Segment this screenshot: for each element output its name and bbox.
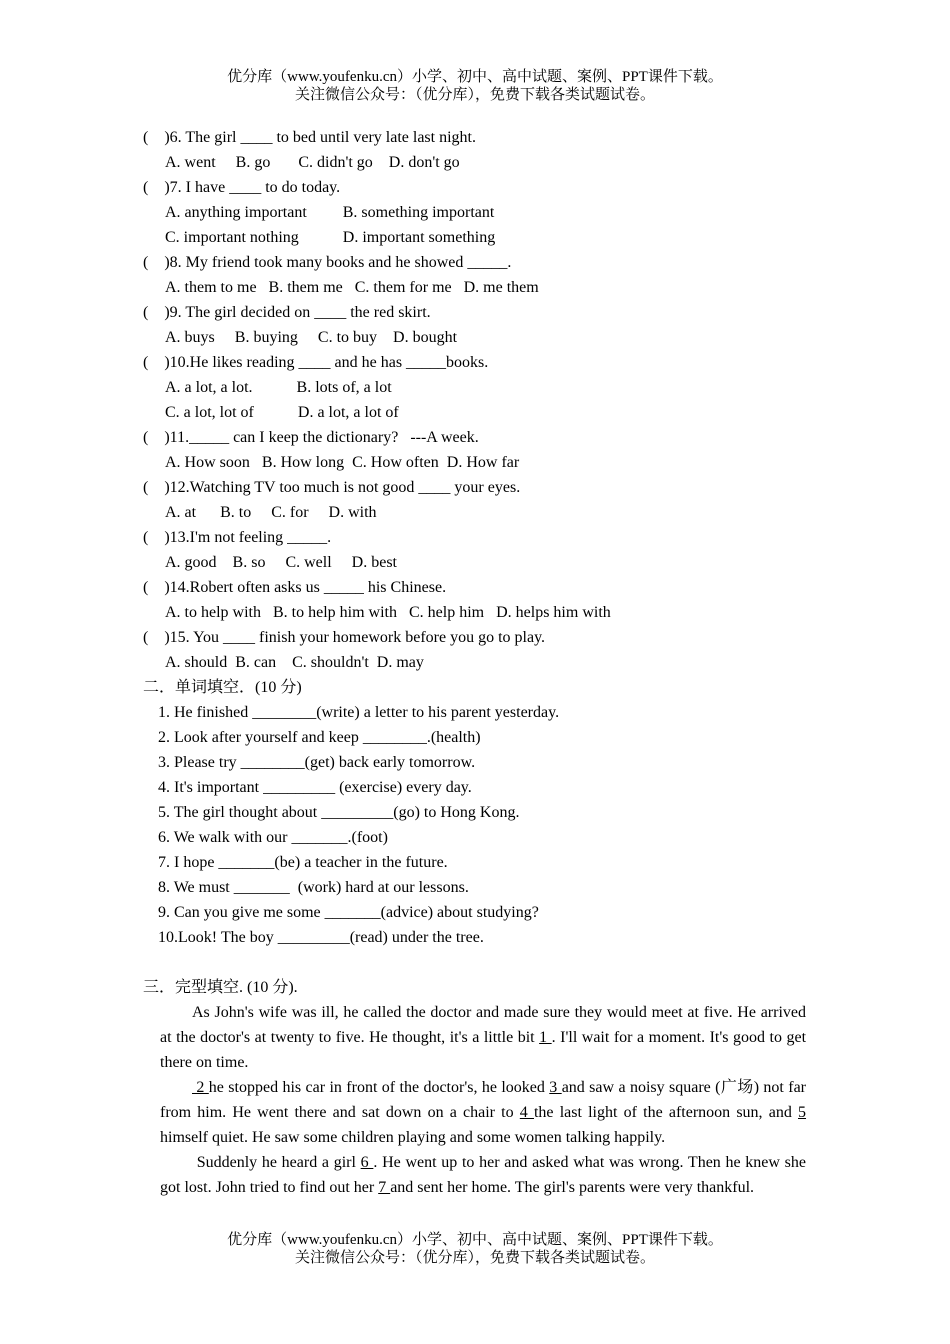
- cloze-text: and saw a noisy square (广场) not far from him. He went there and sat down on a chair to: [160, 1079, 807, 1121]
- page-header: [0, 68, 950, 104]
- mc-q6: [143, 125, 813, 175]
- mc-q15: [143, 625, 813, 675]
- fill-item: 8. We must _______ (work) hard at our lessons.: [158, 879, 469, 896]
- fill-item: 9. Can you give me some _______(advice) about studying?: [158, 904, 539, 921]
- question-text: ( )12.Watching TV too much is not good ____ your eyes.: [143, 479, 521, 496]
- question-text: ( )13.I'm not feeling _____.: [143, 529, 332, 546]
- cloze-paragraph-2: [160, 1075, 806, 1150]
- question-options: A. a lot, a lot. B. lots of, a lot: [165, 379, 392, 396]
- question-options: A. should B. can C. shouldn't D. may: [165, 654, 424, 671]
- question-text: ( )6. The girl ____ to bed until very late last night.: [143, 129, 476, 146]
- footer-line-2: 关注微信公众号：（优分库），免费下载各类试题试卷。: [294, 1250, 655, 1266]
- cloze-paragraph-3: [160, 1150, 806, 1200]
- question-text: ( )15. You ____ finish your homework before you go to play.: [143, 629, 546, 646]
- mc-q12: [143, 475, 813, 525]
- cloze-paragraph-1: [160, 1000, 806, 1075]
- mc-q11: [143, 425, 813, 475]
- cloze-blank-1: 1: [539, 1029, 552, 1046]
- fill-item: 4. It's important _________ (exercise) every day.: [158, 779, 472, 796]
- question-options: A. them to me B. them me C. them for me D. me them: [165, 279, 539, 296]
- section-2-title: 二．单词填空．(10 分): [143, 679, 302, 696]
- cloze-blank-5: 5: [798, 1104, 807, 1121]
- question-options: A. good B. so C. well D. best: [165, 554, 397, 571]
- question-text: ( )7. I have ____ to do today.: [143, 179, 341, 196]
- fill-item: 1. He finished ________(write) a letter to his parent yesterday.: [158, 704, 560, 721]
- question-options: A. How soon B. How long C. How often D. How far: [165, 454, 520, 471]
- question-options: A. anything important B. something important: [165, 204, 495, 221]
- word-fill-list: [143, 700, 813, 950]
- fill-item: 10.Look! The boy _________(read) under the tree.: [158, 929, 484, 946]
- question-text: ( )9. The girl decided on ____ the red skirt.: [143, 304, 431, 321]
- cloze-blank-2: 2: [192, 1079, 209, 1096]
- cloze-text: himself quiet. He saw some children playing and some women talking happily.: [160, 1129, 666, 1146]
- question-text: ( )10.He likes reading ____ and he has _____books.: [143, 354, 489, 371]
- section-3-title: 三．完型填空. (10 分).: [143, 979, 298, 996]
- mc-q7: [143, 175, 813, 250]
- cloze-blank-4: 4: [519, 1104, 534, 1121]
- question-text: ( )11._____ can I keep the dictionary? ---A week.: [143, 429, 479, 446]
- footer-line-1: 优分库（www.youfenku.cn）小学、初中、高中试题、案例、PPT课件下载。: [227, 1232, 723, 1248]
- fill-item: 7. I hope _______(be) a teacher in the future.: [158, 854, 448, 871]
- exam-content: [143, 125, 813, 1200]
- mc-q13: [143, 525, 813, 575]
- fill-item: 2. Look after yourself and keep ________.(health): [158, 729, 481, 746]
- cloze-blank-6: 6: [360, 1154, 374, 1171]
- cloze-blank-7: 7: [378, 1179, 391, 1196]
- cloze-text: As John's wife was ill, he called the doctor and made sure they would meet at five. He arrived at the doctor's at twenty to five. He thought, it's a little bit: [160, 1004, 806, 1046]
- fill-item: 6. We walk with our _______.(foot): [158, 829, 388, 846]
- question-options: A. at B. to C. for D. with: [165, 504, 377, 521]
- cloze-blank-3: 3: [549, 1079, 562, 1096]
- cloze-text: . He went up to her and asked what was wrong. Then he knew she got lost. John tried to find out her: [160, 1154, 807, 1196]
- mc-q10: [143, 350, 813, 425]
- header-line-1: 优分库（www.youfenku.cn）小学、初中、高中试题、案例、PPT课件下载。: [227, 69, 723, 85]
- fill-item: 3. Please try ________(get) back early tomorrow.: [158, 754, 476, 771]
- mc-q8: [143, 250, 813, 300]
- cloze-text: the last light of the afternoon sun, and: [533, 1104, 799, 1121]
- header-line-2: 关注微信公众号：（优分库），免费下载各类试题试卷。: [294, 87, 655, 103]
- mc-q14: [143, 575, 813, 625]
- question-options: C. important nothing D. important something: [165, 229, 496, 246]
- cloze-text: Suddenly he heard a girl: [192, 1154, 361, 1171]
- page-footer: [0, 1231, 950, 1267]
- question-text: ( )14.Robert often asks us _____ his Chinese.: [143, 579, 447, 596]
- question-options: A. went B. go C. didn't go D. don't go: [165, 154, 460, 171]
- cloze-text: he stopped his car in front of the doctor's, he looked: [208, 1079, 550, 1096]
- mc-q9: [143, 300, 813, 350]
- cloze-text: and sent her home. The girl's parents were very thankful.: [390, 1179, 755, 1196]
- spacer: [143, 950, 813, 975]
- question-text: ( )8. My friend took many books and he showed _____.: [143, 254, 512, 271]
- fill-item: 5. The girl thought about _________(go) to Hong Kong.: [158, 804, 520, 821]
- question-options: A. to help with B. to help him with C. help him D. helps him with: [165, 604, 611, 621]
- cloze-text: . I'll wait for a moment. It's good to get there on time.: [160, 1029, 807, 1071]
- question-options: A. buys B. buying C. to buy D. bought: [165, 329, 458, 346]
- question-options: C. a lot, lot of D. a lot, a lot of: [165, 404, 399, 421]
